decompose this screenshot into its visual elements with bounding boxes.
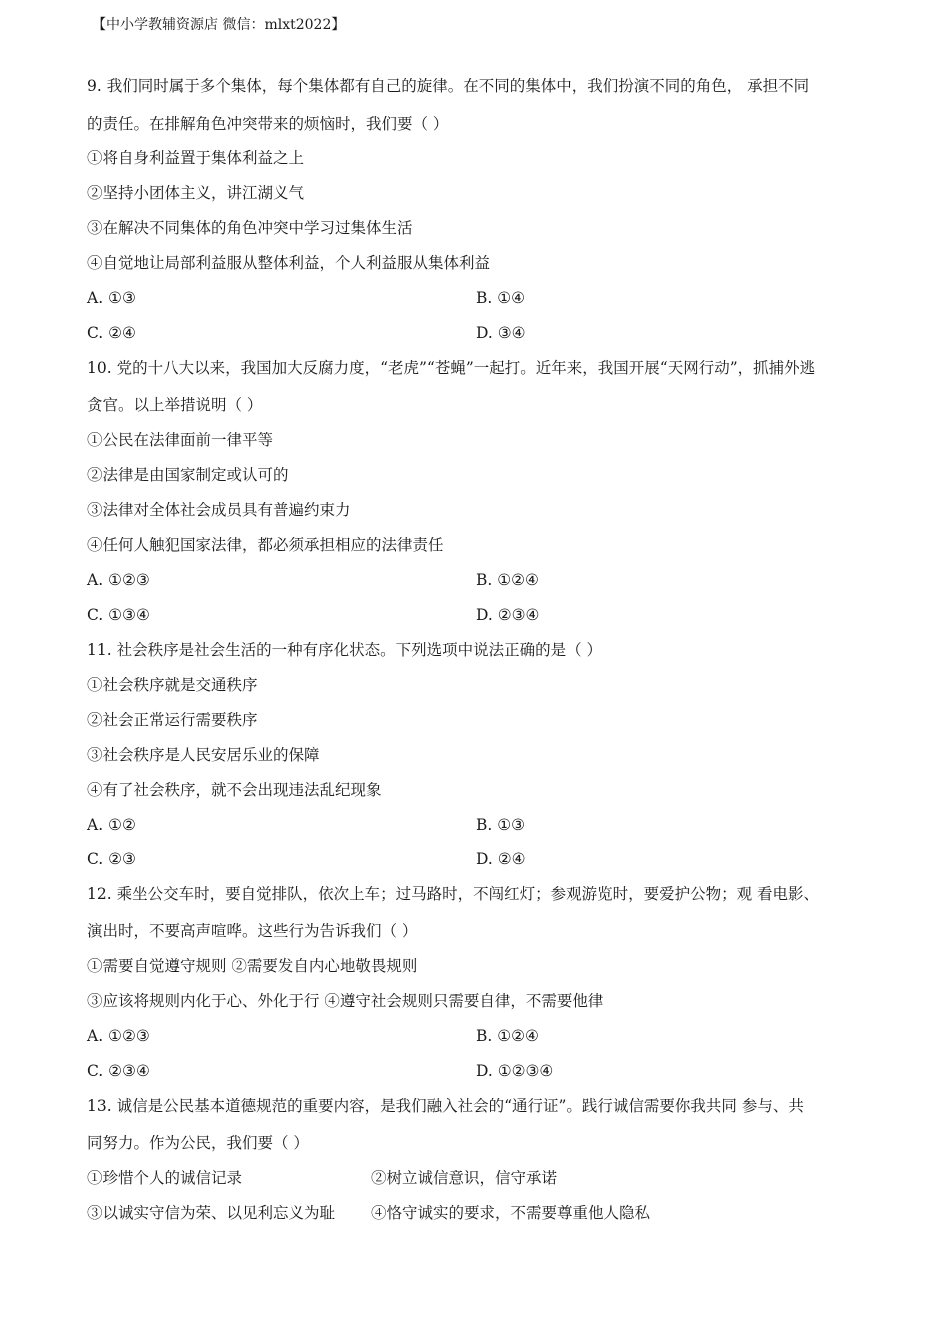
q11-option-d: D. ②④ [476, 850, 526, 868]
q11-statement-1: ①社会秩序就是交通秩序 [87, 676, 258, 694]
q12-stem-line1: 12. 乘坐公交车时，要自觉排队，依次上车；过马路时，不闯红灯；参观游览时，要爱护公物；观 看电影、 [87, 885, 820, 903]
q12-statements-line2: ③应该将规则内化于心、外化于行 ④遵守社会规则只需要自律，不需要他律 [87, 992, 604, 1010]
q13-statement-3: ③以诚实守信为荣、以见利忘义为耻 [87, 1204, 336, 1222]
q13-statement-1: ①珍惜个人的诚信记录 [87, 1169, 243, 1187]
q10-option-d: D. ②③④ [476, 606, 540, 624]
q11-statement-4: ④有了社会秩序，就不会出现违法乱纪现象 [87, 781, 382, 799]
q11-option-a: A. ①② [87, 816, 136, 834]
q11-option-b: B. ①③ [476, 816, 526, 834]
q13-statement-2: ②树立诚信意识，信守承诺 [371, 1169, 558, 1187]
q13-stem-line2: 同努力。作为公民，我们要（ ） [87, 1134, 309, 1152]
q9-option-b: B. ①④ [476, 289, 526, 307]
q10-statement-3: ③法律对全体社会成员具有普遍约束力 [87, 501, 351, 519]
q9-stem-line2: 的责任。在排解角色冲突带来的烦恼时，我们要（ ） [87, 115, 449, 133]
q10-statement-4: ④任何人触犯国家法律，都必须承担相应的法律责任 [87, 536, 444, 554]
q11-stem-line1: 11. 社会秩序是社会生活的一种有序化状态。下列选项中说法正确的是（ ） [87, 641, 603, 659]
q9-statement-2: ②坚持小团体主义，讲江湖义气 [87, 184, 305, 202]
q9-statement-4: ④自觉地让局部利益服从整体利益，个人利益服从集体利益 [87, 254, 491, 272]
q12-statements-line1: ①需要自觉遵守规则 ②需要发自内心地敬畏规则 [87, 957, 418, 975]
q10-option-a: A. ①②③ [87, 571, 150, 589]
page-header: 【中小学教辅资源店 微信：mlxt2022】 [92, 17, 346, 33]
q11-statement-2: ②社会正常运行需要秩序 [87, 711, 258, 729]
q12-option-b: B. ①②④ [476, 1027, 539, 1045]
q10-statement-1: ①公民在法律面前一律平等 [87, 431, 274, 449]
q12-option-a: A. ①②③ [87, 1027, 150, 1045]
q10-option-b: B. ①②④ [476, 571, 539, 589]
q9-statement-1: ①将自身利益置于集体利益之上 [87, 149, 305, 167]
q10-statement-2: ②法律是由国家制定或认可的 [87, 466, 289, 484]
q9-statement-3: ③在解决不同集体的角色冲突中学习过集体生活 [87, 219, 413, 237]
q9-option-a: A. ①③ [87, 289, 136, 307]
q10-stem-line2: 贪官。以上举措说明（ ） [87, 396, 263, 414]
q9-option-d: D. ③④ [476, 324, 526, 342]
q12-stem-line2: 演出时，不要高声喧哗。这些行为告诉我们（ ） [87, 922, 418, 940]
q11-statement-3: ③社会秩序是人民安居乐业的保障 [87, 746, 320, 764]
q11-option-c: C. ②③ [87, 850, 136, 868]
q9-stem-line1: 9. 我们同时属于多个集体，每个集体都有自己的旋律。在不同的集体中，我们扮演不同的角色， 承担不同 [87, 77, 810, 95]
q13-stem-line1: 13. 诚信是公民基本道德规范的重要内容，是我们融入社会的“通行证”。践行诚信需要你我共同 参与、共 [87, 1097, 804, 1115]
q9-option-c: C. ②④ [87, 324, 136, 342]
q12-option-c: C. ②③④ [87, 1062, 150, 1080]
q13-statement-4: ④恪守诚实的要求，不需要尊重他人隐私 [371, 1204, 651, 1222]
q10-option-c: C. ①③④ [87, 606, 150, 624]
q10-stem-line1: 10. 党的十八大以来，我国加大反腐力度，“老虎”“苍蝇”一起打。近年来，我国开展“天网行动”，抓捕外逃 [87, 359, 816, 377]
q12-option-d: D. ①②③④ [476, 1062, 554, 1080]
